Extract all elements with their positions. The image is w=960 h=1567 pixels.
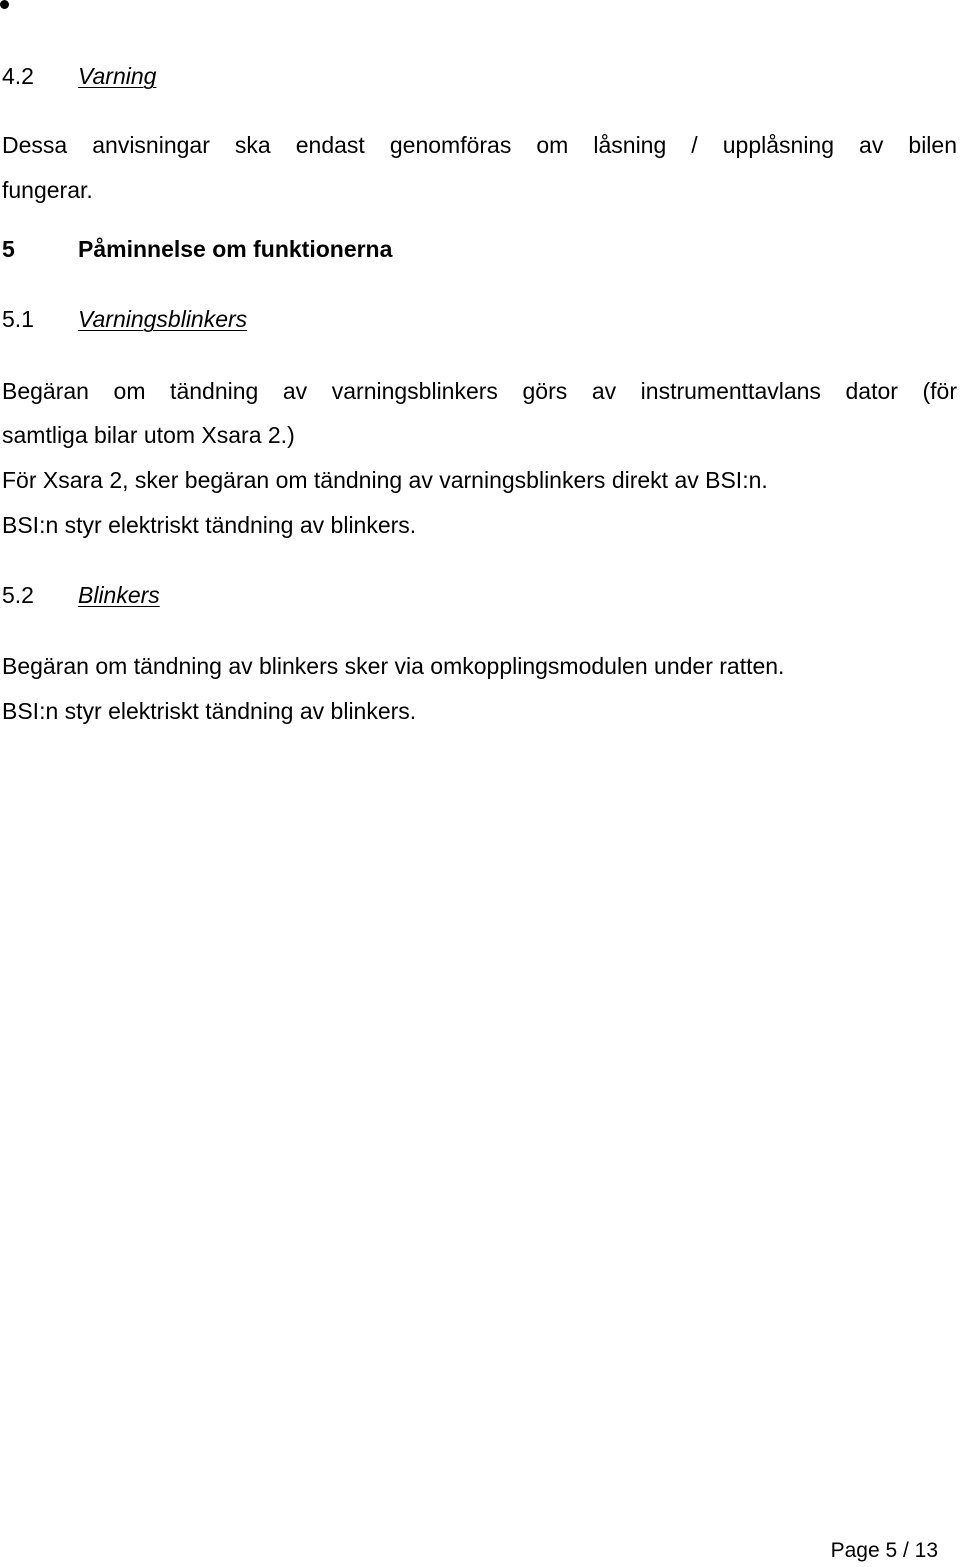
section-5-number: 5 [2,236,15,262]
section-4-2-paragraph-line-1: Dessa anvisningar ska endast genomföras om låsning / upplåsning av bilen [2,132,957,158]
section-5-1-paragraph-line-3: För Xsara 2, sker begäran om tändning av varningsblinkers direkt av BSI:n. [2,467,768,493]
section-5-1-title: Varningsblinkers [78,306,248,332]
section-5-1-paragraph-line-2: samtliga bilar utom Xsara 2.) [2,422,295,448]
section-5-1-paragraph-line-4: BSI:n styr elektriskt tändning av blinkers. [2,512,417,538]
section-5-1-paragraph-line-1: Begäran om tändning av varningsblinkers görs av instrumenttavlans dator (för [2,378,957,404]
bullet-marker [0,0,9,9]
section-5-title: Påminnelse om funktionerna [78,236,393,262]
section-5-1-number: 5.1 [2,306,34,332]
page-number: Page 5 / 13 [830,1539,938,1562]
section-5-2-paragraph-line-2: BSI:n styr elektriskt tändning av blinkers. [2,698,417,724]
section-5-2-title: Blinkers [78,582,160,608]
section-5-2-number: 5.2 [2,582,34,608]
section-5-2-paragraph-line-1: Begäran om tändning av blinkers sker via omkopplingsmodulen under ratten. [2,653,785,679]
section-4-2-title: Varning [78,63,157,89]
section-4-2-number: 4.2 [2,63,34,89]
section-4-2-paragraph-line-2: fungerar. [2,177,93,203]
